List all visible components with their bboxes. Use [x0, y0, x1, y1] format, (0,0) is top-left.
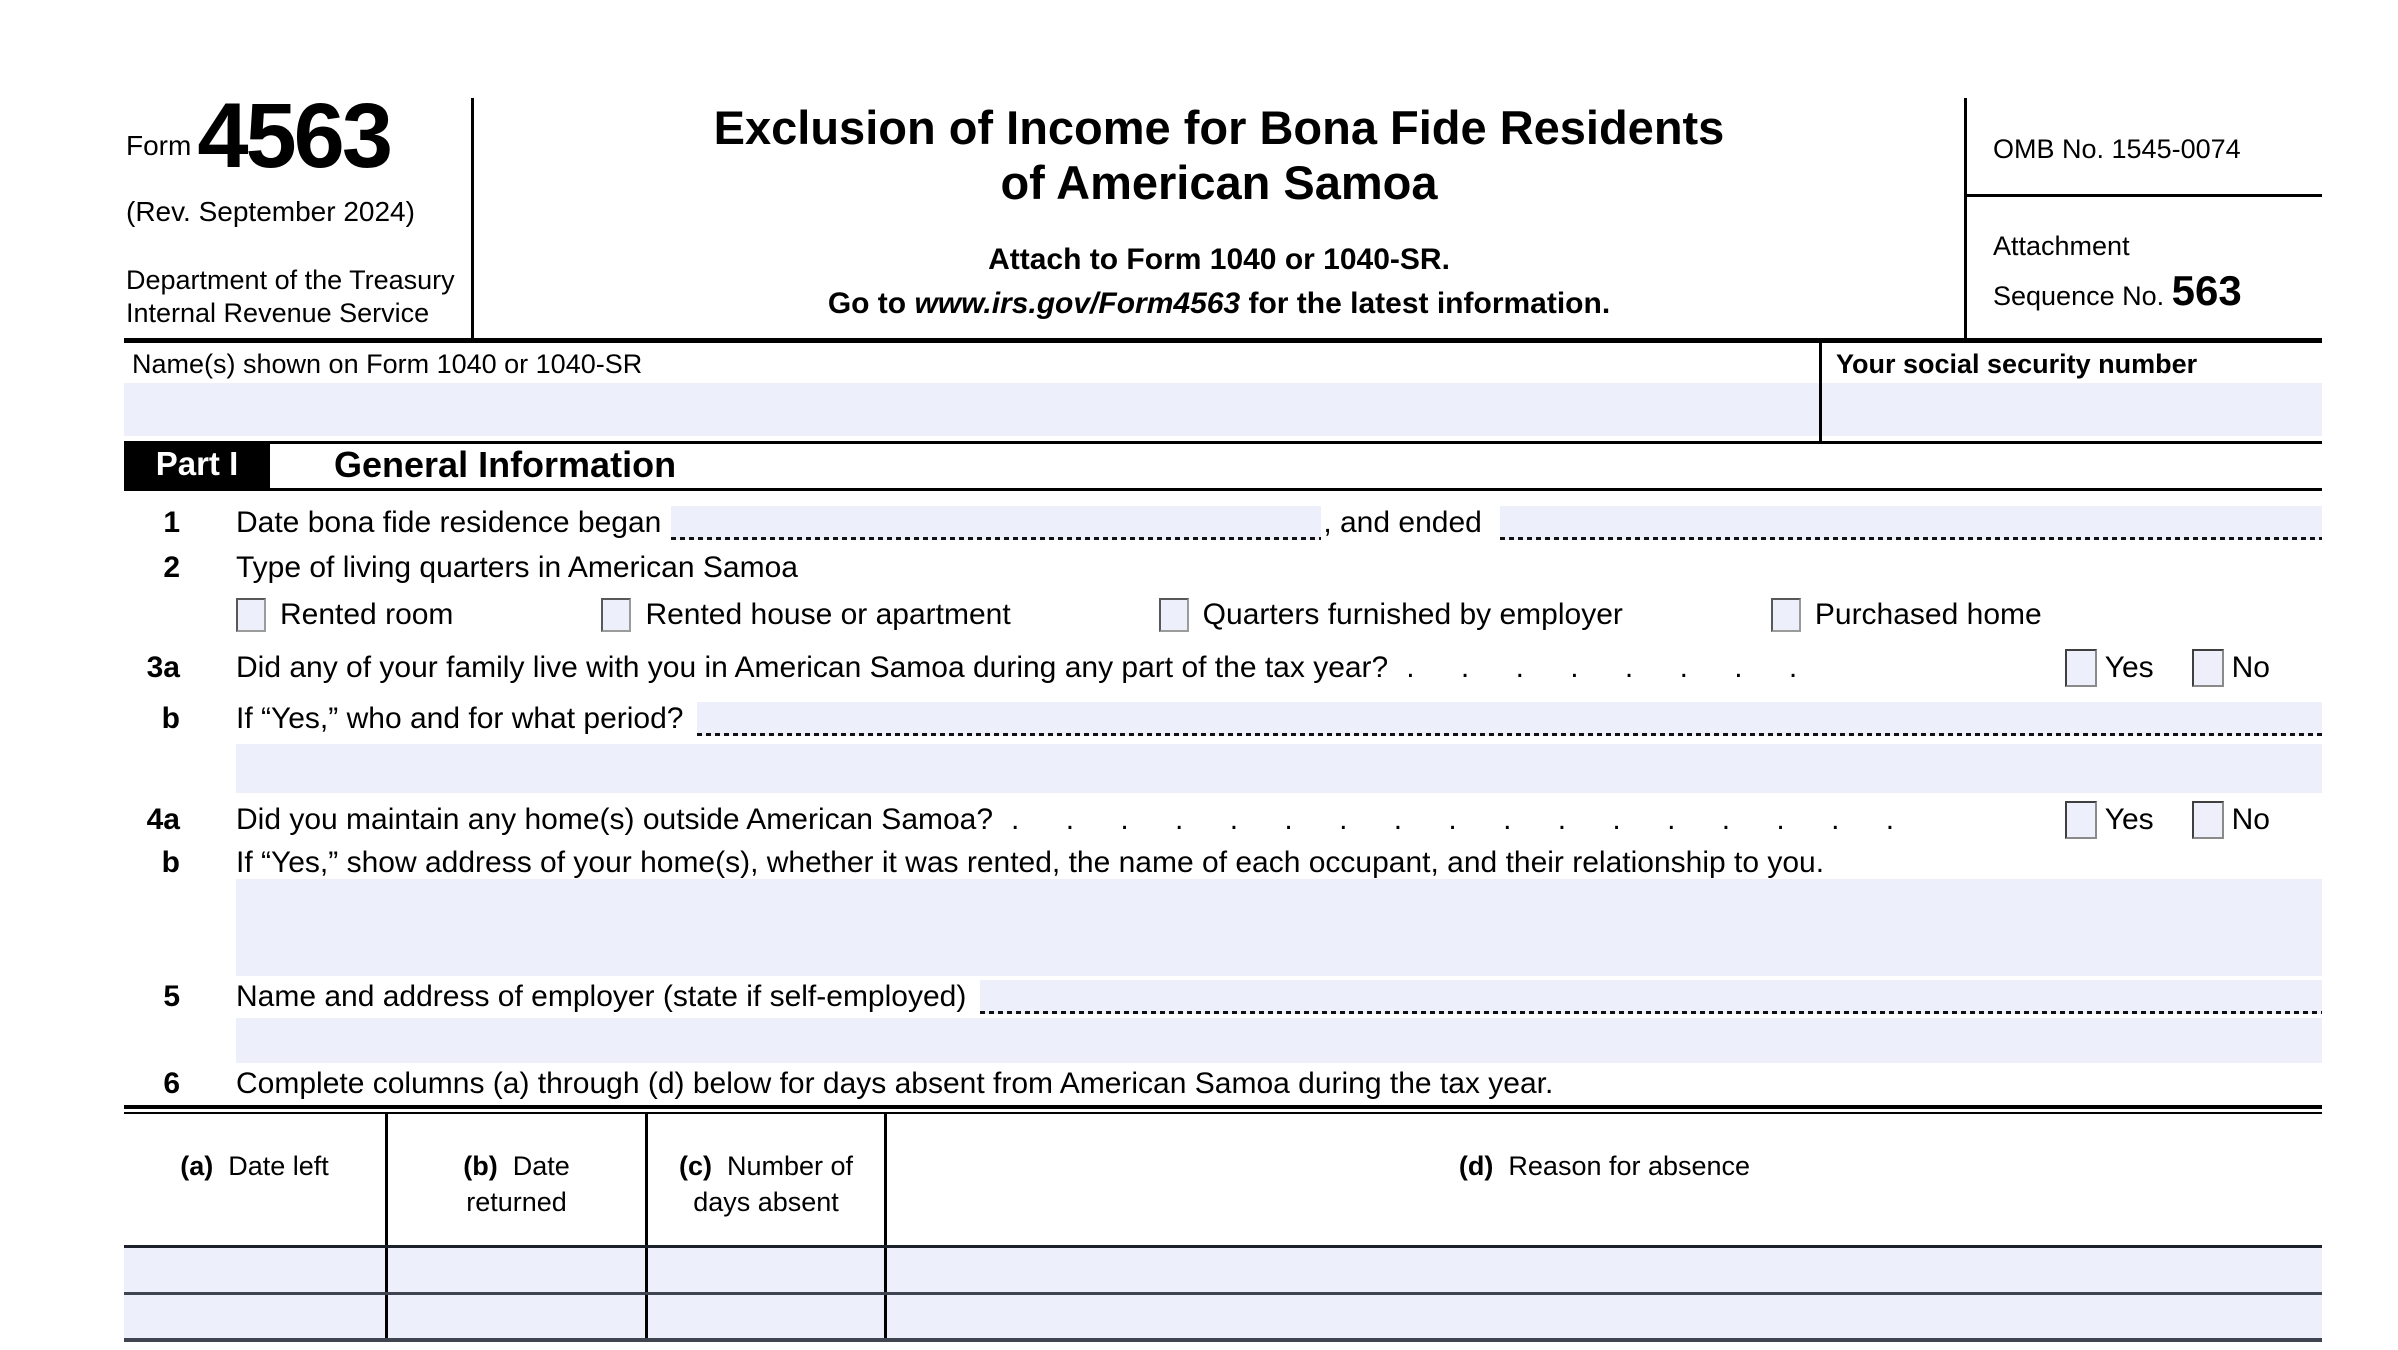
part1-title: General Information	[334, 444, 677, 485]
purchased-home-label: Purchased home	[1814, 598, 2042, 631]
attach-instruction: Attach to Form 1040 or 1040-SR.	[988, 242, 1450, 276]
rented-house-label: Rented house or apartment	[645, 598, 1011, 631]
line-3a-no-label: No	[2231, 650, 2270, 684]
absence-table-header	[124, 1114, 2322, 1248]
line-4a-yes-checkbox[interactable]	[2065, 801, 2097, 839]
dot-leader: . . . . . . . .	[1406, 650, 1799, 684]
quarters-employer-label: Quarters furnished by employer	[1202, 598, 1623, 631]
quarters-employer-checkbox[interactable]	[1159, 598, 1189, 632]
agency-line-2: Internal Revenue Service	[126, 298, 430, 329]
line-5-input-line2[interactable]	[236, 1018, 2322, 1063]
dot-leader: . . . . . . . . . . . . . . . . .	[1011, 803, 1896, 836]
line-3b	[124, 694, 2322, 744]
line-3b-label: If “Yes,” who and for what period?	[236, 702, 684, 735]
line-4b-label: If “Yes,” show address of your home(s), whether it was rented, the name of each occupant, and their relationship to you.	[236, 846, 1825, 879]
revision-date: (Rev. September 2024)	[126, 195, 415, 227]
line-4a-yes-no	[2065, 801, 2270, 839]
option-rented-room	[236, 598, 453, 632]
part1-badge: Part I	[124, 444, 270, 488]
line-5-number: 5	[163, 980, 180, 1013]
line-1	[124, 499, 2322, 547]
days-absent-cell[interactable]	[648, 1295, 887, 1338]
line-6	[124, 1063, 2322, 1105]
line-3a-no-checkbox[interactable]	[2192, 649, 2224, 687]
line-4a-no-checkbox[interactable]	[2192, 801, 2224, 839]
line-2-label: Type of living quarters in American Samoa	[236, 551, 798, 584]
sequence-number: 563	[2171, 267, 2242, 315]
option-quarters-employer	[1159, 598, 1623, 632]
form-title: Exclusion of Income for Bona Fide Residents of American Samoa	[713, 101, 1725, 210]
line-3b-input[interactable]	[697, 702, 2322, 736]
line-6-number: 6	[163, 1067, 180, 1100]
form-header	[124, 85, 2322, 343]
reason-cell[interactable]	[887, 1248, 2322, 1292]
column-header-reason: (d) Reason for absence	[1458, 1151, 1751, 1181]
line-3a-number: 3a	[146, 650, 180, 684]
line-4a-number: 4a	[146, 803, 180, 836]
line-1-label: Date bona fide residence began	[236, 506, 662, 539]
ssn-input[interactable]	[1822, 383, 2322, 436]
line-3a-question: Did any of your family live with you in American Samoa during any part of the tax year?	[236, 650, 1389, 684]
omb-block	[1964, 98, 2322, 338]
option-rented-house	[601, 598, 1010, 632]
line-4b	[124, 847, 2322, 879]
line-5-label: Name and address of employer (state if self-employed)	[236, 980, 967, 1013]
rented-room-checkbox[interactable]	[236, 598, 266, 632]
days-absent-cell[interactable]	[648, 1248, 887, 1292]
line-4b-number: b	[161, 846, 180, 879]
form-number-block	[124, 85, 474, 338]
line-4b-input-line1[interactable]	[236, 879, 2322, 928]
title-block	[474, 98, 1964, 338]
date-returned-cell[interactable]	[388, 1295, 648, 1338]
line-3a	[124, 641, 2322, 694]
line-4a	[124, 793, 2322, 847]
line-4a-no-label: No	[2231, 803, 2270, 836]
line-1-and-ended: , and ended	[1323, 506, 1482, 539]
ssn-label: Your social security number	[1836, 349, 2198, 379]
absence-table	[124, 1105, 2322, 1342]
line-2	[124, 547, 2322, 589]
column-header-days-absent: (c) Number of days absent	[648, 1114, 887, 1245]
form-word: Form	[126, 129, 192, 161]
line-1-number: 1	[163, 506, 180, 539]
form-number-line	[126, 85, 455, 187]
name-cell	[124, 343, 1822, 441]
purchased-home-checkbox[interactable]	[1771, 598, 1801, 632]
living-quarters-options	[236, 589, 2322, 641]
line-3b-input-line2[interactable]	[236, 744, 2322, 793]
column-header-date-returned: (b) Date returned	[388, 1114, 648, 1245]
table-row	[124, 1248, 2322, 1295]
line-4a-yes-label: Yes	[2104, 803, 2154, 836]
table-row	[124, 1295, 2322, 1342]
line-3a-yes-label: Yes	[2104, 650, 2154, 684]
ssn-cell	[1822, 343, 2322, 441]
line-4a-question: Did you maintain any home(s) outside American Samoa?	[236, 803, 994, 836]
line-4b-input-line2[interactable]	[236, 928, 2322, 976]
line-3a-yes-checkbox[interactable]	[2065, 649, 2097, 687]
column-header-date-left: (a) Date left	[124, 1114, 388, 1245]
rented-room-label: Rented room	[280, 598, 454, 631]
identity-row	[124, 343, 2322, 444]
agency-block	[126, 264, 455, 330]
goto-instruction: Go to www.irs.gov/Form4563 for the latest information.	[827, 286, 1611, 320]
form-number: 4563	[197, 85, 390, 187]
name-label: Name(s) shown on Form 1040 or 1040-SR	[132, 349, 643, 379]
line-6-label: Complete columns (a) through (d) below for days absent from American Samoa during the tax year.	[236, 1067, 1554, 1100]
reason-cell[interactable]	[887, 1295, 2322, 1338]
residence-ended-input[interactable]	[1500, 506, 2322, 540]
irs-url: www.irs.gov/Form4563	[914, 286, 1241, 320]
rented-house-checkbox[interactable]	[601, 598, 631, 632]
residence-began-input[interactable]	[671, 506, 1321, 540]
line-2-number: 2	[163, 551, 180, 584]
date-returned-cell[interactable]	[388, 1248, 648, 1292]
form-4563	[124, 85, 2322, 1342]
date-left-cell[interactable]	[124, 1295, 388, 1338]
line-3b-number: b	[161, 702, 180, 735]
line-5	[124, 976, 2322, 1018]
option-purchased-home	[1771, 598, 2042, 632]
part1-header	[124, 444, 2322, 491]
omb-number: OMB No. 1545-0074	[1967, 98, 2322, 197]
line-5-input[interactable]	[980, 980, 2322, 1014]
agency-line-1: Department of the Treasury	[126, 265, 455, 296]
attachment-sequence: Attachment Sequence No. 563	[1993, 231, 2242, 315]
name-input[interactable]	[124, 383, 1819, 436]
line-3a-yes-no	[2065, 649, 2270, 687]
date-left-cell[interactable]	[124, 1248, 388, 1292]
